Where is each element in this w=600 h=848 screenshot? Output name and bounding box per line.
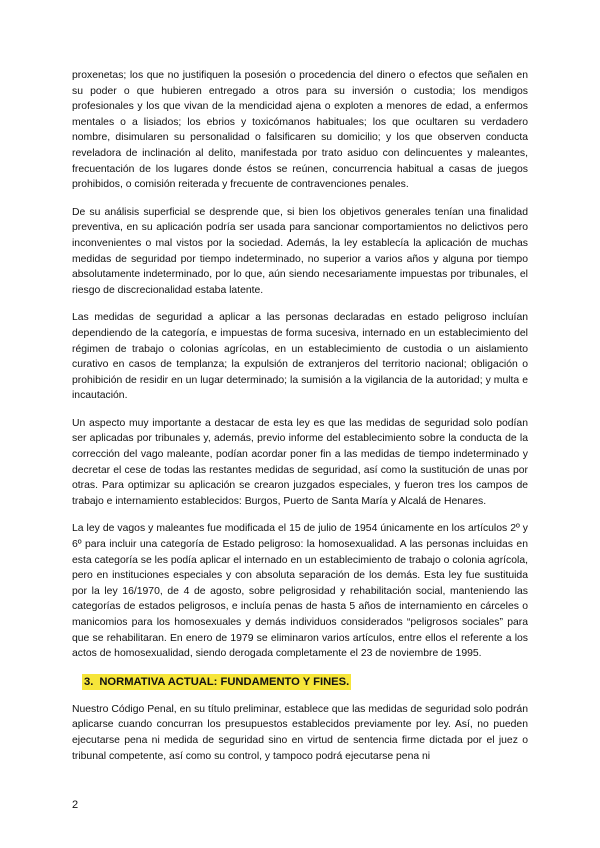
paragraph-vagos-categories: proxenetas; los que no justifiquen la posesión o procedencia del dinero o efectos que señalen en su poder o que hubieren entregado a otros para su inversión o custodia; los mendigos profesionales y los que vivan de la mendicidad ajena o exploten a menores de edad, a enfermos mentales o a lisiados; los ebrios y toxicómanos habituales; los que ocultaren su verdadero nombre, disimularen su personalidad o falsificaren su domicilio; y los que observen conducta reveladora de inclinación al delito, manifestada por trato asiduo con delincuentes y maleantes, frecuentación de los lugares donde éstos se reúnen, concurrencia habitual a casas de juegos prohibidos, o comisión reiterada y frecuente de contravenciones penales.: [72, 70, 528, 191]
page-number: 2: [72, 799, 79, 811]
document-page: [72, 68, 528, 776]
section-heading: [82, 674, 528, 690]
section-heading-highlight: [82, 674, 351, 690]
section-title: NORMATIVA ACTUAL: FUNDAMENTO Y FINES.: [99, 675, 350, 688]
paragraph-codigo-penal: Nuestro Código Penal, en su título preliminar, establece que las medidas de seguridad solo podrán aplicarse cuando concurran los presupuestos establecidos previamente por ley. Así, no pueden ejecutarse pena ni medida de seguridad sino en virtud de sentencia firme dictada por el juez o tribunal competente, así como su control, y tampoco podrá ejecutarse pena ni: [72, 703, 528, 762]
paragraph-tribunals: Un aspecto muy importante a destacar de esta ley es que las medidas de seguridad solo podían ser aplicadas por tribunales y, además, previo informe del establecimiento sobre la conducta de la corrección del vago maleante, podían acordar poner fin a las medidas de tiempo indeterminado y decretar el cese de todas las restantes medidas de seguridad, así como la sustitución de unas por otras. Para optimizar su aplicación se crearon juzgados especiales, y fueron tres los campos de trabajo e internamiento establecidos: Burgos, Puerto de Santa María y Alcalá de Henares.: [72, 417, 528, 507]
paragraph-analysis: De su análisis superficial se desprende que, si bien los objetivos generales tenían una finalidad preventiva, en su aplicación podría ser usada para sancionar comportamientos no delictivos pero inconvenientes o mal vistos por la sociedad. Además, la ley establecía la aplicación de muchas medidas de seguridad por tiempo indeterminado, no superior a varios años y alguna por tiempo absolutamente indeterminado, por lo que, aún siendo necesariamente impuestas por tribunales, el riesgo de discrecionalidad estaba latente.: [72, 206, 528, 296]
paragraph-modification-1954: La ley de vagos y maleantes fue modificada el 15 de julio de 1954 únicamente en los artículos 2º y 6º para incluir una categoría de Estado peligroso: la homosexualidad. A las personas incluidas en esta categoría se les podía aplicar el internado en un establecimiento de trabajo o colonia agrícola, pero en instituciones especiales y con absoluta separación de los demás. Esta ley fue sustituida por la ley 16/1970, de 4 de agosto, sobre peligrosidad y rehabilitación social, manteniendo las categorías de estados peligrosos, e incluía penas de hasta 5 años de internamiento en cárceles o manicomios para los homosexuales y demás individuos considerados “peligrosos sociales” para que se rehabilitaran. En enero de 1979 se eliminaron varios artículos, entre ellos el referente a los actos de homosexualidad, siendo derogada completamente el 23 de noviembre de 1995.: [72, 523, 528, 660]
section-number: 3.: [84, 675, 94, 688]
paragraph-security-measures: Las medidas de seguridad a aplicar a las personas declaradas en estado peligroso incluían dependiendo de la categoría, e impuestas de forma sucesiva, internado en un establecimiento del régimen de trabajo o colonias agrícolas, en un establecimiento de custodia o un aislamiento curativo en casos de templanza; la expulsión de extranjeros del territorio nacional; obligación o prohibición de residir en un lugar determinado; la sumisión a la vigilancia de la autoridad; y multa e incautación.: [72, 312, 528, 402]
